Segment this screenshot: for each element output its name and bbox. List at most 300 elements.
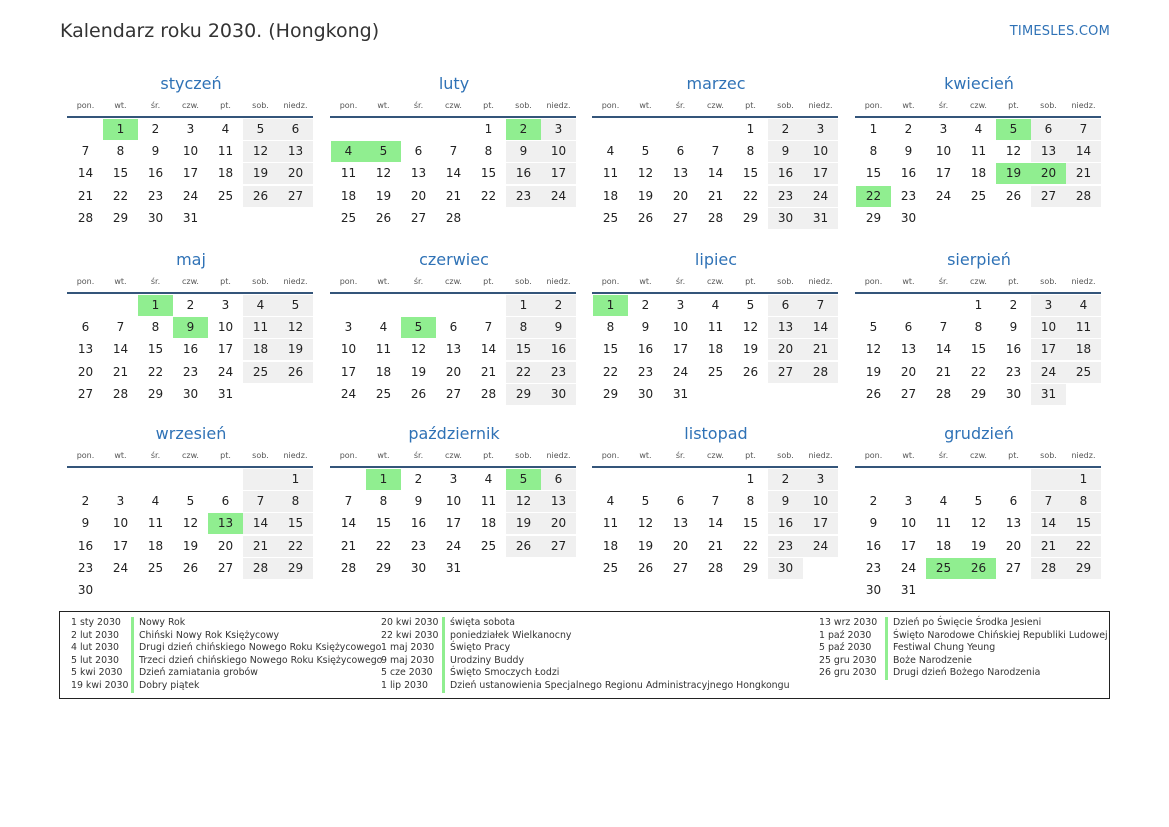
legend-date: 1 paź 2030	[819, 629, 872, 641]
legend-entry	[71, 667, 382, 680]
day-cell: 12	[637, 516, 654, 531]
holiday-day-cell: 19	[996, 163, 1031, 184]
week-row	[68, 384, 314, 406]
weekday-label: pt.	[1008, 451, 1019, 460]
day-cell: 20	[1005, 538, 1022, 553]
weekday-label: pt.	[483, 451, 494, 460]
day-cell: 3	[541, 119, 576, 140]
day-cell: 16	[147, 166, 164, 181]
day-cell: 16	[506, 163, 541, 184]
day-cell: 8	[278, 491, 313, 512]
day-cell: 10	[340, 342, 357, 357]
day-cell: 1	[974, 298, 983, 312]
legend-marker	[885, 630, 888, 643]
week-row	[68, 362, 314, 384]
day-cell: 14	[1031, 513, 1066, 534]
legend-column-1	[71, 617, 382, 693]
week-row	[593, 208, 839, 230]
weekday-label: czw.	[707, 451, 724, 460]
legend-holiday-name: Dzień po Święcie Środka Jesieni	[893, 617, 1042, 628]
day-cell: 7	[939, 320, 948, 335]
weekday-label: czw.	[445, 277, 462, 286]
legend-marker	[885, 642, 888, 655]
day-cell: 12	[865, 342, 882, 357]
day-cell: 18	[602, 538, 619, 553]
day-cell: 25	[340, 210, 357, 225]
week-row	[331, 295, 577, 317]
weekday-label: pon.	[864, 101, 883, 110]
day-cell: 14	[480, 342, 497, 357]
week-row	[331, 362, 577, 384]
day-cell: 16	[410, 516, 427, 531]
legend-holiday-name: Święto Smoczych Łodzi	[450, 667, 560, 679]
empty-cell	[208, 580, 243, 601]
day-cell: 12	[278, 317, 313, 338]
day-cell: 7	[81, 144, 90, 159]
week-row	[593, 491, 839, 513]
day-cell: 8	[151, 320, 160, 335]
day-cell: 4	[221, 122, 230, 136]
day-cell: 9	[768, 141, 803, 162]
week-row	[593, 295, 839, 317]
week-row	[856, 317, 1102, 339]
week-row	[856, 384, 1102, 406]
day-cell: 6	[1009, 494, 1018, 509]
day-cell: 9	[641, 320, 650, 335]
weekday-header	[593, 273, 839, 291]
legend-entry	[71, 642, 382, 655]
weekday-label: sob.	[515, 277, 532, 286]
day-cell: 11	[602, 516, 619, 531]
day-cell: 8	[506, 317, 541, 338]
day-cell: 28	[480, 386, 497, 401]
holiday-day-cell: 26	[961, 558, 996, 579]
week-row	[593, 141, 839, 163]
day-cell: 10	[445, 494, 462, 509]
legend-date: 1 maj 2030	[381, 642, 435, 654]
day-cell: 5	[641, 144, 650, 159]
day-cell: 2	[81, 494, 90, 509]
day-cell: 11	[340, 166, 357, 181]
empty-cell	[243, 384, 278, 405]
day-cell: 8	[484, 144, 493, 159]
day-cell: 2	[641, 298, 650, 312]
day-cell: 18	[1066, 339, 1101, 360]
day-cell: 24	[1031, 362, 1066, 383]
empty-cell	[278, 208, 313, 229]
day-cell: 19	[182, 538, 199, 553]
legend-holiday-name: Nowy Rok	[139, 617, 186, 628]
weekday-label: pon.	[339, 277, 358, 286]
day-cell: 27	[672, 210, 689, 225]
day-cell: 17	[112, 538, 129, 553]
day-cell: 25	[602, 210, 619, 225]
legend-holiday-name: Dzień ustanowienia Specjalnego Regionu Administracyjnego Hongkongu	[450, 679, 790, 691]
month-9	[68, 423, 314, 602]
empty-cell	[891, 295, 926, 316]
empty-cell	[593, 469, 628, 490]
day-cell: 4	[711, 298, 720, 312]
day-cell: 13	[672, 516, 689, 531]
day-cell: 18	[243, 339, 278, 360]
day-cell: 10	[112, 516, 129, 531]
day-cell: 19	[506, 513, 541, 534]
week-row	[856, 295, 1102, 317]
empty-cell	[803, 558, 838, 579]
legend-date: 5 lut 2030	[71, 654, 120, 666]
weekday-label: wt.	[114, 101, 127, 110]
day-cell: 28	[1031, 558, 1066, 579]
day-cell: 3	[939, 122, 948, 136]
day-cell: 14	[1066, 141, 1101, 162]
weekday-label: sob.	[777, 277, 794, 286]
day-cell: 25	[1066, 362, 1101, 383]
day-cell: 17	[672, 342, 689, 357]
weekday-label: czw.	[445, 451, 462, 460]
weekday-label: wt.	[639, 101, 652, 110]
day-cell: 15	[865, 166, 882, 181]
weekday-label: czw.	[445, 101, 462, 110]
weekday-label: pon.	[339, 451, 358, 460]
day-cell: 18	[480, 516, 497, 531]
day-cell: 11	[970, 144, 987, 159]
weekday-label: sob.	[515, 101, 532, 110]
day-cell: 31	[803, 208, 838, 229]
day-cell: 2	[904, 122, 913, 136]
legend-date: 25 gru 2030	[819, 654, 877, 666]
legend-date: 2 lut 2030	[71, 629, 120, 641]
day-cell: 25	[375, 386, 392, 401]
day-cell: 12	[970, 516, 987, 531]
month-11	[593, 423, 839, 580]
day-cell: 19	[865, 364, 882, 379]
day-cell: 13	[1005, 516, 1022, 531]
day-cell: 22	[112, 188, 129, 203]
holiday-day-cell: 25	[926, 558, 961, 579]
day-cell: 26	[742, 364, 759, 379]
empty-cell	[891, 469, 926, 490]
day-cell: 21	[935, 364, 952, 379]
day-cell: 2	[541, 295, 576, 316]
day-cell: 23	[900, 188, 917, 203]
empty-cell	[68, 119, 103, 140]
day-cell: 19	[410, 364, 427, 379]
day-cell: 26	[506, 536, 541, 557]
day-cell: 4	[243, 295, 278, 316]
day-cell: 28	[340, 560, 357, 575]
day-cell: 30	[182, 386, 199, 401]
empty-cell	[278, 580, 313, 601]
month-title: maj	[176, 250, 206, 269]
empty-cell	[926, 208, 961, 229]
week-row	[68, 119, 314, 141]
day-cell: 15	[147, 342, 164, 357]
day-cell: 16	[900, 166, 917, 181]
week-row	[856, 513, 1102, 535]
legend-entry	[819, 667, 1108, 680]
day-cell: 23	[410, 538, 427, 553]
week-row	[856, 536, 1102, 558]
empty-cell	[1066, 384, 1101, 405]
day-cell: 31	[217, 386, 234, 401]
week-row	[856, 119, 1102, 141]
day-cell: 7	[1031, 491, 1066, 512]
day-cell: 30	[147, 210, 164, 225]
legend-marker	[131, 680, 134, 693]
day-cell: 24	[541, 186, 576, 207]
day-cell: 7	[484, 320, 493, 335]
day-cell: 11	[1066, 317, 1101, 338]
day-cell: 2	[186, 298, 195, 312]
day-cell: 11	[602, 166, 619, 181]
day-cell: 23	[147, 188, 164, 203]
legend-holiday-name: Urodziny Buddy	[450, 654, 525, 666]
empty-cell	[243, 208, 278, 229]
weekday-label: śr.	[150, 101, 161, 110]
day-cell: 19	[970, 538, 987, 553]
day-cell: 3	[803, 119, 838, 140]
weekday-label: czw.	[970, 451, 987, 460]
empty-cell	[698, 119, 733, 140]
day-cell: 29	[602, 386, 619, 401]
weekday-label: śr.	[413, 451, 424, 460]
day-cell: 15	[742, 166, 759, 181]
day-cell: 2	[151, 122, 160, 136]
day-cell: 3	[221, 298, 230, 312]
legend-holiday-name: święta sobota	[450, 617, 516, 628]
day-cell: 18	[375, 364, 392, 379]
legend-marker	[131, 667, 134, 680]
day-cell: 11	[375, 342, 392, 357]
day-cell: 22	[1066, 536, 1101, 557]
weekday-label: śr.	[675, 451, 686, 460]
legend-holiday-name: Dzień zamiatania grobów	[139, 667, 258, 679]
day-cell: 3	[116, 494, 125, 509]
month-1	[68, 73, 314, 230]
day-cell: 28	[445, 210, 462, 225]
legend-marker	[131, 642, 134, 655]
month-title: sierpień	[947, 250, 1011, 269]
day-cell: 5	[278, 295, 313, 316]
day-cell: 19	[375, 188, 392, 203]
day-cell: 29	[742, 560, 759, 575]
day-cell: 10	[900, 516, 917, 531]
day-cell: 13	[1031, 141, 1066, 162]
day-cell: 12	[243, 141, 278, 162]
day-cell: 24	[182, 188, 199, 203]
week-row	[331, 384, 577, 406]
week-row	[331, 163, 577, 185]
day-cell: 22	[480, 188, 497, 203]
day-cell: 27	[541, 536, 576, 557]
weekday-label: pon.	[76, 451, 95, 460]
empty-cell	[961, 580, 996, 601]
day-cell: 20	[77, 364, 94, 379]
month-title: listopad	[684, 424, 748, 443]
week-row	[68, 141, 314, 163]
month-12	[856, 423, 1102, 602]
day-cell: 20	[900, 364, 917, 379]
week-row	[593, 469, 839, 491]
week-row	[856, 208, 1102, 230]
holiday-day-cell: 13	[208, 513, 243, 534]
day-cell: 20	[672, 188, 689, 203]
day-cell: 6	[81, 320, 90, 335]
day-cell: 20	[217, 538, 234, 553]
day-cell: 31	[182, 210, 199, 225]
legend-holiday-name: Boże Narodzenie	[893, 654, 972, 666]
day-cell: 13	[768, 317, 803, 338]
day-cell: 7	[344, 494, 353, 509]
day-cell: 1	[746, 472, 755, 486]
holiday-day-cell: 5	[366, 141, 401, 162]
day-cell: 30	[410, 560, 427, 575]
day-cell: 1	[484, 122, 493, 136]
weekday-label: pt.	[220, 277, 231, 286]
day-cell: 12	[1005, 144, 1022, 159]
weekday-label: czw.	[970, 101, 987, 110]
day-cell: 21	[340, 538, 357, 553]
weekday-label: pon.	[601, 277, 620, 286]
day-cell: 16	[768, 513, 803, 534]
day-cell: 25	[480, 538, 497, 553]
week-row	[68, 491, 314, 513]
weekday-header	[856, 447, 1102, 465]
legend-date: 5 paź 2030	[819, 642, 872, 654]
empty-cell	[663, 119, 698, 140]
empty-cell	[856, 469, 891, 490]
weekday-label: pon.	[601, 451, 620, 460]
day-cell: 12	[506, 491, 541, 512]
empty-cell	[243, 580, 278, 601]
weekday-label: wt.	[377, 277, 390, 286]
weekday-label: śr.	[675, 277, 686, 286]
day-cell: 1	[278, 469, 313, 490]
holiday-day-cell: 1	[103, 119, 138, 140]
week-row	[68, 163, 314, 185]
empty-cell	[331, 119, 366, 140]
day-cell: 13	[672, 166, 689, 181]
legend-date: 19 kwi 2030	[71, 679, 129, 691]
holiday-day-cell: 1	[593, 295, 628, 316]
weekday-label: niedz.	[283, 451, 308, 460]
week-row	[68, 469, 314, 491]
weekday-label: niedz.	[283, 277, 308, 286]
day-cell: 6	[449, 320, 458, 335]
legend-entry	[381, 642, 790, 655]
weekday-label: niedz.	[546, 451, 571, 460]
legend-marker	[442, 630, 445, 643]
month-7	[593, 249, 839, 406]
weekday-label: pt.	[745, 101, 756, 110]
weekday-label: śr.	[413, 101, 424, 110]
day-cell: 22	[742, 538, 759, 553]
day-cell: 13	[445, 342, 462, 357]
legend-marker	[885, 667, 888, 680]
day-cell: 12	[182, 516, 199, 531]
day-cell: 11	[217, 144, 234, 159]
site-link[interactable]: TIMESLES.COM	[1009, 24, 1110, 39]
week-row	[856, 141, 1102, 163]
weekday-label: wt.	[114, 277, 127, 286]
day-cell: 1	[746, 122, 755, 136]
day-cell: 9	[768, 491, 803, 512]
day-cell: 6	[541, 469, 576, 490]
day-cell: 29	[742, 210, 759, 225]
week-row	[856, 580, 1102, 602]
day-cell: 25	[217, 188, 234, 203]
day-cell: 30	[541, 384, 576, 405]
holiday-day-cell: 1	[366, 469, 401, 490]
day-cell: 5	[243, 119, 278, 140]
day-cell: 12	[375, 166, 392, 181]
empty-cell	[173, 580, 208, 601]
weekday-label: wt.	[902, 101, 915, 110]
day-cell: 27	[410, 210, 427, 225]
month-title: styczeń	[160, 74, 222, 93]
day-cell: 17	[217, 342, 234, 357]
empty-cell	[1031, 208, 1066, 229]
day-cell: 21	[803, 339, 838, 360]
day-cell: 22	[506, 362, 541, 383]
day-cell: 31	[445, 560, 462, 575]
day-cell: 27	[217, 560, 234, 575]
day-cell: 29	[865, 210, 882, 225]
legend-marker	[442, 617, 445, 630]
day-cell: 30	[77, 582, 94, 597]
empty-cell	[768, 384, 803, 405]
weekday-label: śr.	[675, 101, 686, 110]
empty-cell	[138, 580, 173, 601]
weekday-label: pt.	[483, 277, 494, 286]
day-cell: 21	[1066, 163, 1101, 184]
weekday-header	[856, 97, 1102, 115]
day-cell: 27	[1005, 560, 1022, 575]
month-10	[331, 423, 577, 580]
day-cell: 2	[768, 119, 803, 140]
day-cell: 14	[340, 516, 357, 531]
empty-cell	[471, 208, 506, 229]
day-cell: 7	[711, 144, 720, 159]
day-cell: 30	[865, 582, 882, 597]
day-cell: 9	[414, 494, 423, 509]
day-cell: 18	[147, 538, 164, 553]
day-cell: 31	[1031, 384, 1066, 405]
day-cell: 4	[939, 494, 948, 509]
day-cell: 24	[935, 188, 952, 203]
week-row	[331, 339, 577, 361]
empty-cell	[366, 295, 401, 316]
day-cell: 3	[803, 469, 838, 490]
month-title: czerwiec	[419, 250, 489, 269]
weekday-label: czw.	[182, 101, 199, 110]
day-cell: 20	[278, 163, 313, 184]
legend-entry	[71, 680, 382, 693]
day-cell: 2	[414, 472, 423, 486]
day-cell: 3	[449, 472, 458, 486]
day-cell: 22	[147, 364, 164, 379]
month-title: lipiec	[694, 250, 738, 269]
holiday-day-cell: 5	[996, 119, 1031, 140]
day-cell: 25	[970, 188, 987, 203]
week-row	[331, 317, 577, 339]
empty-cell	[68, 469, 103, 490]
day-cell: 4	[151, 494, 160, 509]
weekday-label: wt.	[639, 277, 652, 286]
day-cell: 17	[445, 516, 462, 531]
day-cell: 15	[1066, 513, 1101, 534]
empty-cell	[103, 580, 138, 601]
